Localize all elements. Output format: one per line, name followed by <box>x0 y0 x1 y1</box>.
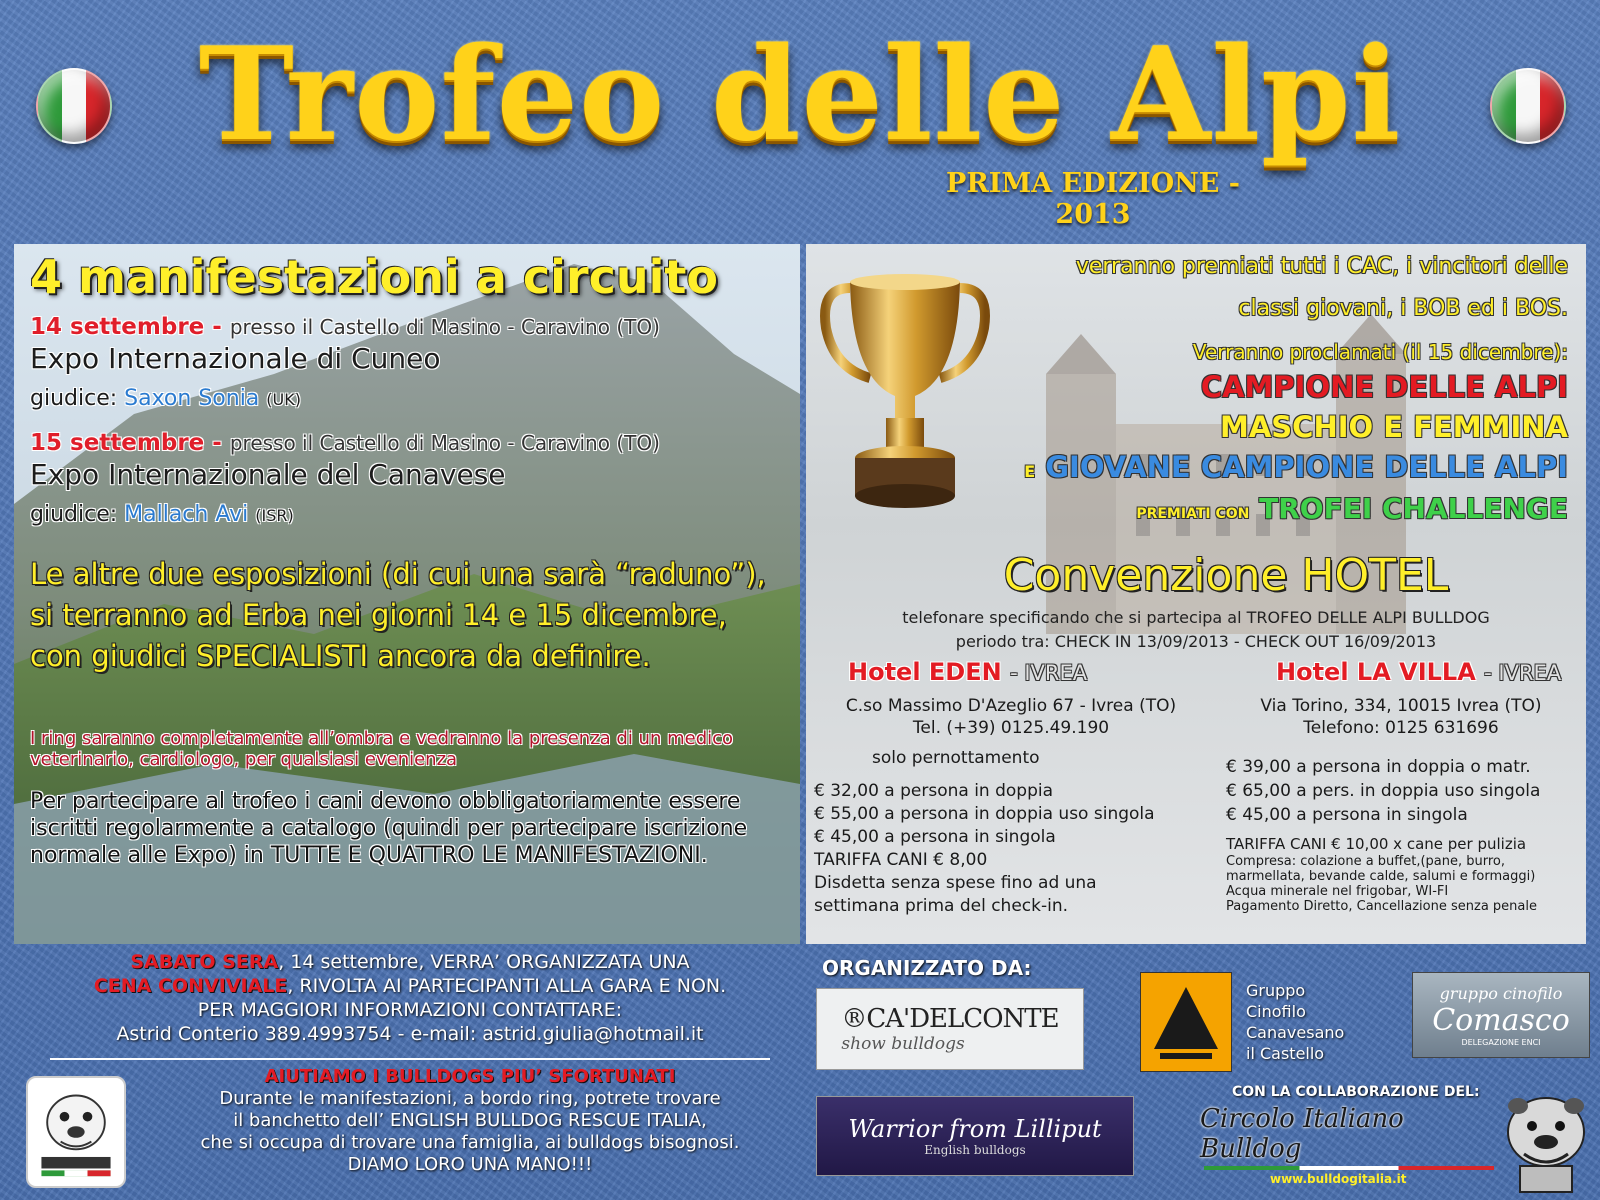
sabato-sera-label: SABATO SERA <box>130 951 279 973</box>
e-label: E <box>1024 462 1036 481</box>
event-2-judge-label: giudice: <box>30 502 118 527</box>
comasco-gruppo: gruppo cinofilo <box>1439 983 1563 1003</box>
giovane-line <box>1024 450 1568 484</box>
hotel-eden-name: Hotel EDEN <box>848 658 1002 686</box>
event-2-judge-name: Mallach Avi <box>124 502 249 527</box>
event-2-judge <box>30 502 294 527</box>
website-link[interactable]: www.bulldogitalia.it <box>1270 1172 1407 1186</box>
event-2-judge-country: (ISR) <box>255 506 294 525</box>
hotel-eden-city: - IVREA <box>1010 661 1088 685</box>
hotel-villa-note-4: Pagamento Diretto, Cancellazione senza penale <box>1226 899 1537 914</box>
hotel-eden-address: C.so Massimo D'Azeglio 67 - Ivrea (TO) <box>845 696 1177 716</box>
comasco-delegazione: DELEGAZIONE ENCI <box>1461 1037 1541 1047</box>
dinner-line-1-rest: , 14 settembre, VERRA’ ORGANIZZATA UNA <box>278 951 690 973</box>
hotel-villa-note-3: Acqua minerale nel frigobar, WI-FI <box>1226 884 1449 899</box>
gruppo-line-1: Gruppo <box>1246 981 1306 1000</box>
premiati-con-label: PREMIATI CON <box>1136 506 1250 522</box>
collaborazione-label: CON LA COLLABORAZIONE DEL: <box>1232 1084 1480 1100</box>
gruppo-line-4: il Castello <box>1246 1044 1325 1063</box>
hotel-eden-title <box>848 658 1087 686</box>
proclamati-line: Verranno proclamati (il 15 dicembre): <box>1192 340 1568 364</box>
gruppo-line-2: Cinofilo <box>1246 1002 1306 1021</box>
trophy-cup-icon <box>820 268 990 518</box>
ring-info-text: I ring saranno completamente all’ombra e vedranno la presenza di un medico veterinario, cardiologo, per qualsiasi evenienza <box>30 728 734 770</box>
event-2-date <box>30 430 660 456</box>
hotel-eden-price-2: € 55,00 a persona in doppia uso singola <box>814 804 1155 824</box>
hotel-villa-note-2: marmellata, bevande calde, salumi e formaggi) <box>1226 869 1536 884</box>
rescue-line-4: DIAMO LORO UNA MANO!!! <box>347 1154 593 1175</box>
hotel-villa-tariffa: TARIFFA CANI € 10,00 x cane per pulizia <box>1226 835 1527 853</box>
poster-title: Trofeo delle Alpi <box>198 20 1402 170</box>
trofei-line <box>1136 492 1568 525</box>
dinner-line-3: PER MAGGIORI INFORMAZIONI CONTATTARE: <box>197 999 623 1021</box>
bulldog-icon <box>1498 1086 1594 1194</box>
hotel-section-title: Convenzione HOTEL <box>1003 550 1449 601</box>
other-exhibitions-text: Le altre due esposizioni (di cui una sarà “raduno”), si terranno ad Erba nei giorni 14 e 15 dicembre, con giudici SPECIALISTI ancora da definire. <box>30 557 766 673</box>
maschio-femmina-title: MASCHIO E FEMMINA <box>1219 410 1568 444</box>
hotel-eden-solo: solo pernottamento <box>872 748 1040 768</box>
warrior-sub: English bulldogs <box>924 1143 1026 1157</box>
hotel-villa-address: Via Torino, 334, 10015 Ivrea (TO) <box>1260 696 1542 716</box>
circolo-italiano-bulldog-logo: Circolo Italiano Bulldog <box>1200 1104 1404 1164</box>
hotel-villa-title <box>1276 658 1561 686</box>
edition-label: PRIMA EDIZIONE - 2013 <box>946 168 1240 230</box>
hotel-eden-price-1: € 32,00 a persona in doppia <box>814 781 1054 801</box>
hotel-villa-note-1: Compresa: colazione a buffet,(pane, burro, <box>1226 854 1506 869</box>
circuit-panel <box>14 244 800 944</box>
cadelconte-sub: show bulldogs <box>841 1034 965 1054</box>
gruppo-canavesano-logo-icon <box>1140 972 1232 1072</box>
gruppo-canavesano-text <box>1246 980 1344 1064</box>
hotel-info-line-2: periodo tra: CHECK IN 13/09/2013 - CHECK OUT 16/09/2013 <box>955 632 1437 651</box>
event-2-location: presso il Castello di Masino - Caravino (TO) <box>229 431 660 455</box>
premiati-line-2: classi giovani, i BOB ed i BOS. <box>1238 296 1568 321</box>
hotel-info-line-1: telefonare specificando che si partecipa al TROFEO DELLE ALPI BULLDOG <box>902 608 1490 627</box>
hotel-villa-city: - IVREA <box>1484 661 1562 685</box>
event-2-date-text: 15 settembre - <box>30 430 222 456</box>
hotel-eden-disdetta-1: Disdetta senza spese fino ad una <box>814 873 1097 893</box>
event-1-judge-country: (UK) <box>266 390 301 409</box>
event-1-judge-label: giudice: <box>30 386 118 411</box>
dinner-line-2 <box>40 974 780 998</box>
event-1-location: presso il Castello di Masino - Caravino (TO) <box>229 315 660 339</box>
italy-flag-icon <box>36 68 112 144</box>
dinner-line-2-rest: , RIVOLTA AI PARTECIPANTI ALLA GARA E NON. <box>287 975 727 997</box>
organizzato-label: ORGANIZZATO DA: <box>822 956 1032 980</box>
participation-rules-text: Per partecipare al trofeo i cani devono obbligatoriamente essere iscritti regolarmente a catalogo (quindi per partecipare iscrizione normale alle Expo) in TUTTE E QUATTRO LE MANIFESTAZIONI. <box>30 789 748 868</box>
campione-title: CAMPIONE DELLE ALPI <box>1200 370 1568 404</box>
warrior-name: Warrior from Lilliput <box>848 1115 1102 1143</box>
hotel-eden-price-3: € 45,00 a persona in singola <box>814 827 1056 847</box>
awards-hotel-panel <box>806 244 1586 944</box>
event-1-date <box>30 314 660 340</box>
tricolor-stripe <box>1204 1166 1494 1170</box>
rescue-line-1: Durante le manifestazioni, a bordo ring, potrete trovare <box>219 1088 721 1109</box>
bulldog-rescue-logo-icon <box>26 1076 126 1188</box>
premiati-line-1: verranno premiati tutti i CAC, i vincitori delle <box>1075 254 1568 279</box>
rescue-line-2: il banchetto dell’ ENGLISH BULLDOG RESCUE ITALIA, <box>233 1110 707 1131</box>
gruppo-line-3: Canavesano <box>1246 1023 1345 1042</box>
rescue-info <box>150 1066 790 1176</box>
event-1-name: Expo Internazionale di Cuneo <box>30 342 441 375</box>
hotel-villa-price-3: € 45,00 a persona in singola <box>1226 805 1468 825</box>
hotel-eden-disdetta-2: settimana prima del check-in. <box>814 896 1069 916</box>
cadelconte-logo <box>816 988 1084 1070</box>
event-2-name: Expo Internazionale del Canavese <box>30 458 506 491</box>
divider <box>50 1058 770 1060</box>
comasco-name: Comasco <box>1432 1002 1570 1038</box>
dinner-info <box>40 950 780 1046</box>
trofei-challenge-title: TROFEI CHALLENGE <box>1259 492 1568 525</box>
giovane-campione-title: GIOVANE CAMPIONE DELLE ALPI <box>1045 450 1568 484</box>
hotel-villa-price-1: € 39,00 a persona in doppia o matr. <box>1226 757 1531 777</box>
gruppo-comasco-logo <box>1412 972 1590 1058</box>
dinner-line-1 <box>40 950 780 974</box>
rescue-line-3: che si occupa di trovare una famiglia, ai bulldogs bisognosi. <box>200 1132 740 1153</box>
event-1-judge <box>30 386 301 411</box>
cadelconte-name: ®CA'DELCONTE <box>841 1004 1059 1034</box>
hotel-eden-tariffa: TARIFFA CANI € 8,00 <box>814 850 988 870</box>
contact-line: Astrid Conterio 389.4993754 - e-mail: astrid.giulia@hotmail.it <box>116 1023 704 1045</box>
warrior-lilliput-logo <box>816 1096 1134 1176</box>
hotel-villa-price-2: € 65,00 a pers. in doppia uso singola <box>1226 781 1541 801</box>
italy-flag-icon <box>1490 68 1566 144</box>
circuito-title: 4 manifestazioni a circuito <box>30 250 718 304</box>
hotel-eden-phone: Tel. (+39) 0125.49.190 <box>912 718 1110 738</box>
hotel-villa-name: Hotel LA VILLA <box>1276 658 1476 686</box>
hotel-villa-phone: Telefono: 0125 631696 <box>1303 718 1499 738</box>
event-1-judge-name: Saxon Sonia <box>124 386 260 411</box>
cena-conviviale-label: CENA CONVIVIALE <box>93 975 288 997</box>
event-1-date-text: 14 settembre - <box>30 314 222 340</box>
rescue-title: AIUTIAMO I BULLDOGS PIU’ SFORTUNATI <box>264 1066 676 1087</box>
